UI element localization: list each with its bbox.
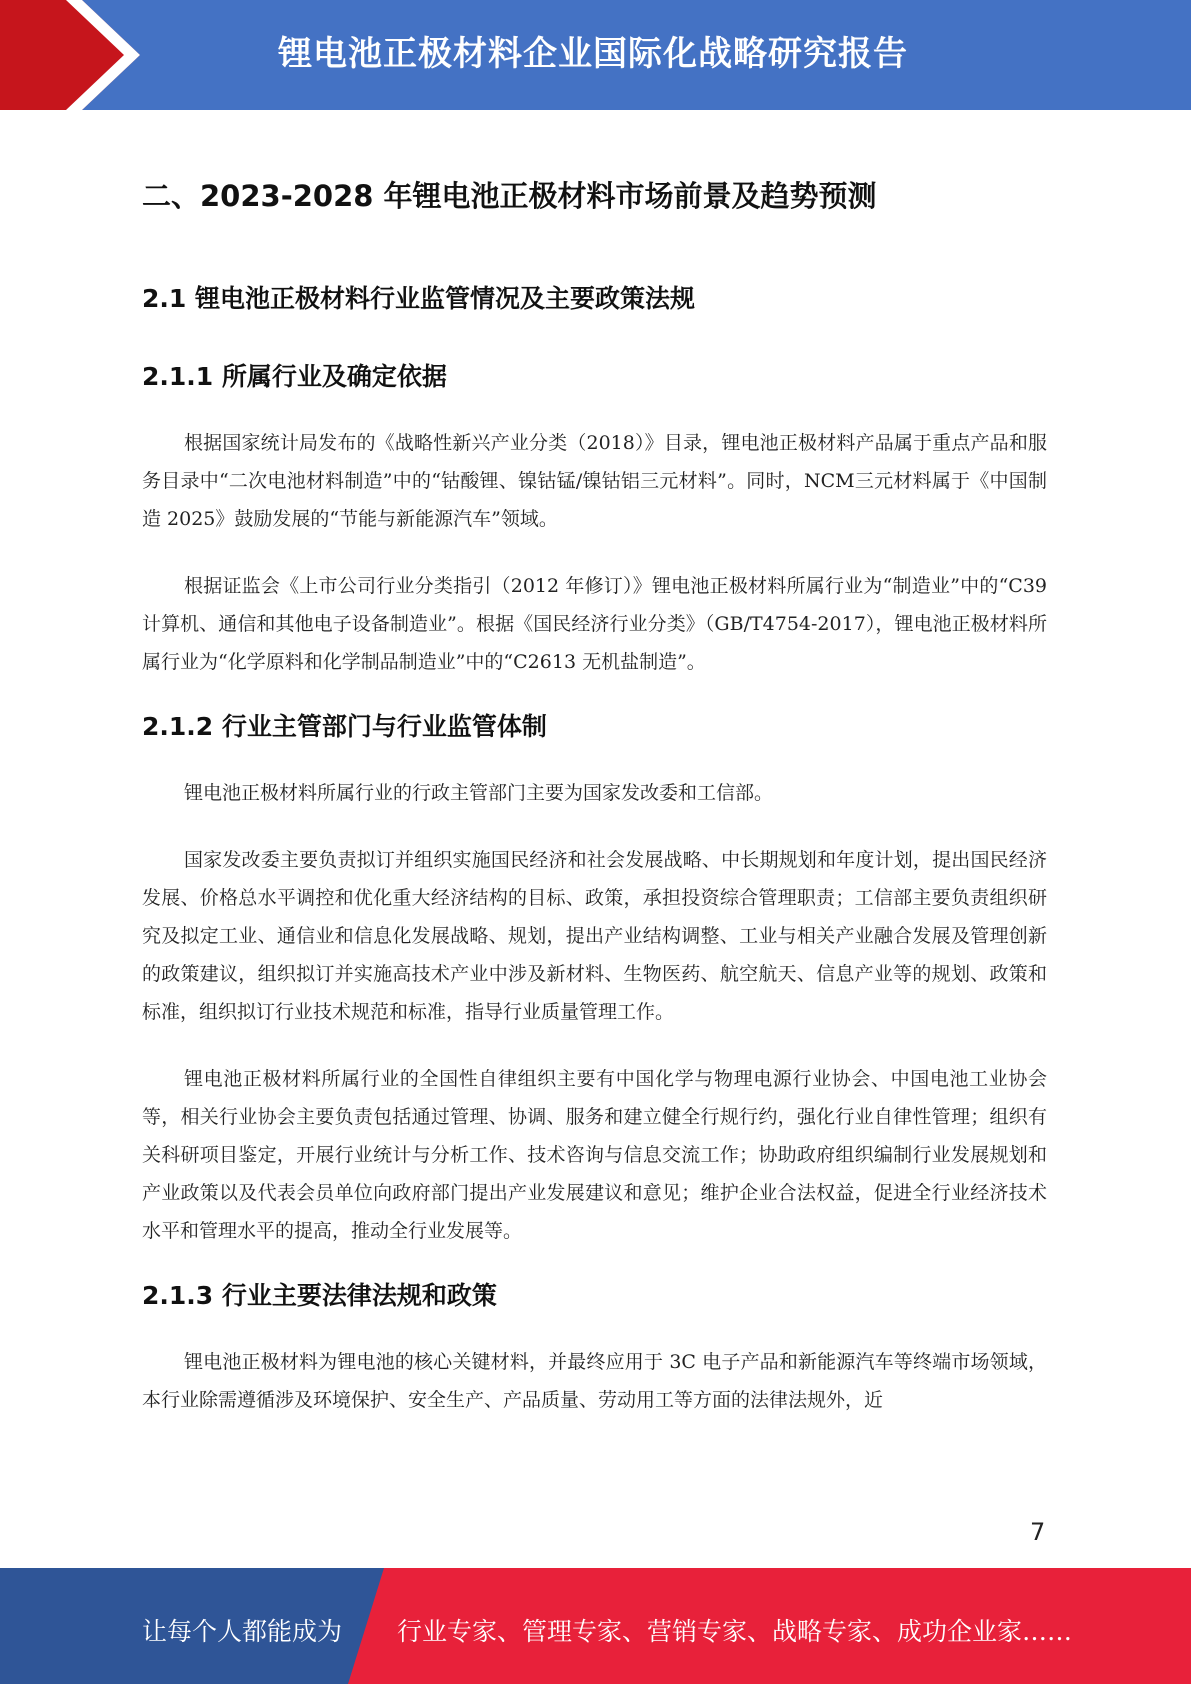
section-heading: 二、2023-2028 年锂电池正极材料市场前景及趋势预测: [142, 179, 877, 213]
document-body: [142, 176, 1047, 1448]
paragraph: 根据国家统计局发布的《战略性新兴产业分类（2018）》目录，锂电池正极材料产品属于重点产品和服务目录中“二次电池材料制造”中的“钴酸锂、镍钴锰/镍钴铝三元材料”。同时，NCM三元材料属于《中国制造 2025》鼓励发展的“节能与新能源汽车”领域。: [142, 432, 1047, 530]
paragraph: 锂电池正极材料所属行业的行政主管部门主要为国家发改委和工信部。: [184, 782, 774, 804]
subsubsection-heading-2-1-3: 2.1.3 行业主要法律法规和政策: [142, 1281, 497, 1310]
footer-banner: [0, 1568, 1191, 1684]
subsubsection-heading-2-1-2: 2.1.2 行业主管部门与行业监管体制: [142, 712, 547, 741]
subsection-heading: 2.1 锂电池正极材料行业监管情况及主要政策法规: [142, 284, 695, 313]
paragraph: 锂电池正极材料为锂电池的核心关键材料，并最终应用于 3C 电子产品和新能源汽车等终端市场领域，本行业除需遵循涉及环境保护、安全生产、产品质量、劳动用工等方面的法律法规外，近: [142, 1351, 1047, 1411]
footer-slogan-right: 行业专家、管理专家、营销专家、战略专家、成功企业家……: [397, 1617, 1073, 1646]
report-title: 锂电池正极材料企业国际化战略研究报告: [278, 34, 908, 74]
footer-slogan-left: 让每个人都能成为: [142, 1617, 343, 1646]
page-number: 7: [1030, 1518, 1046, 1546]
paragraph: 根据证监会《上市公司行业分类指引（2012 年修订）》锂电池正极材料所属行业为“制造业”中的“C39 计算机、通信和其他电子设备制造业”。根据《国民经济行业分类》（GB/T4754-2017），锂电池正极材料所属行业为“化学原料和化学制品制造业”中的“C2613 无机盐制造”。: [142, 575, 1047, 673]
header-banner: [0, 0, 1191, 110]
paragraph: 国家发改委主要负责拟订并组织实施国民经济和社会发展战略、中长期规划和年度计划，提出国民经济发展、价格总水平调控和优化重大经济结构的目标、政策，承担投资综合管理职责；工信部主要负责组织研究及拟定工业、通信业和信息化发展战略、规划，提出产业结构调整、工业与相关产业融合发展及管理创新的政策建议，组织拟订并实施高技术产业中涉及新材料、生物医药、航空航天、信息产业等的规划、政策和标准，组织拟订行业技术规范和标准，指导行业质量管理工作。: [142, 849, 1047, 1023]
subsubsection-heading-2-1-1: 2.1.1 所属行业及确定依据: [142, 362, 447, 391]
paragraph: 锂电池正极材料所属行业的全国性自律组织主要有中国化学与物理电源行业协会、中国电池工业协会等，相关行业协会主要负责包括通过管理、协调、服务和建立健全行规行约，强化行业自律性管理；组织有关科研项目鉴定，开展行业统计与分析工作、技术咨询与信息交流工作；协助政府组织编制行业发展规划和产业政策以及代表会员单位向政府部门提出产业发展建议和意见；维护企业合法权益，促进全行业经济技术水平和管理水平的提高，推动全行业发展等。: [142, 1068, 1047, 1242]
